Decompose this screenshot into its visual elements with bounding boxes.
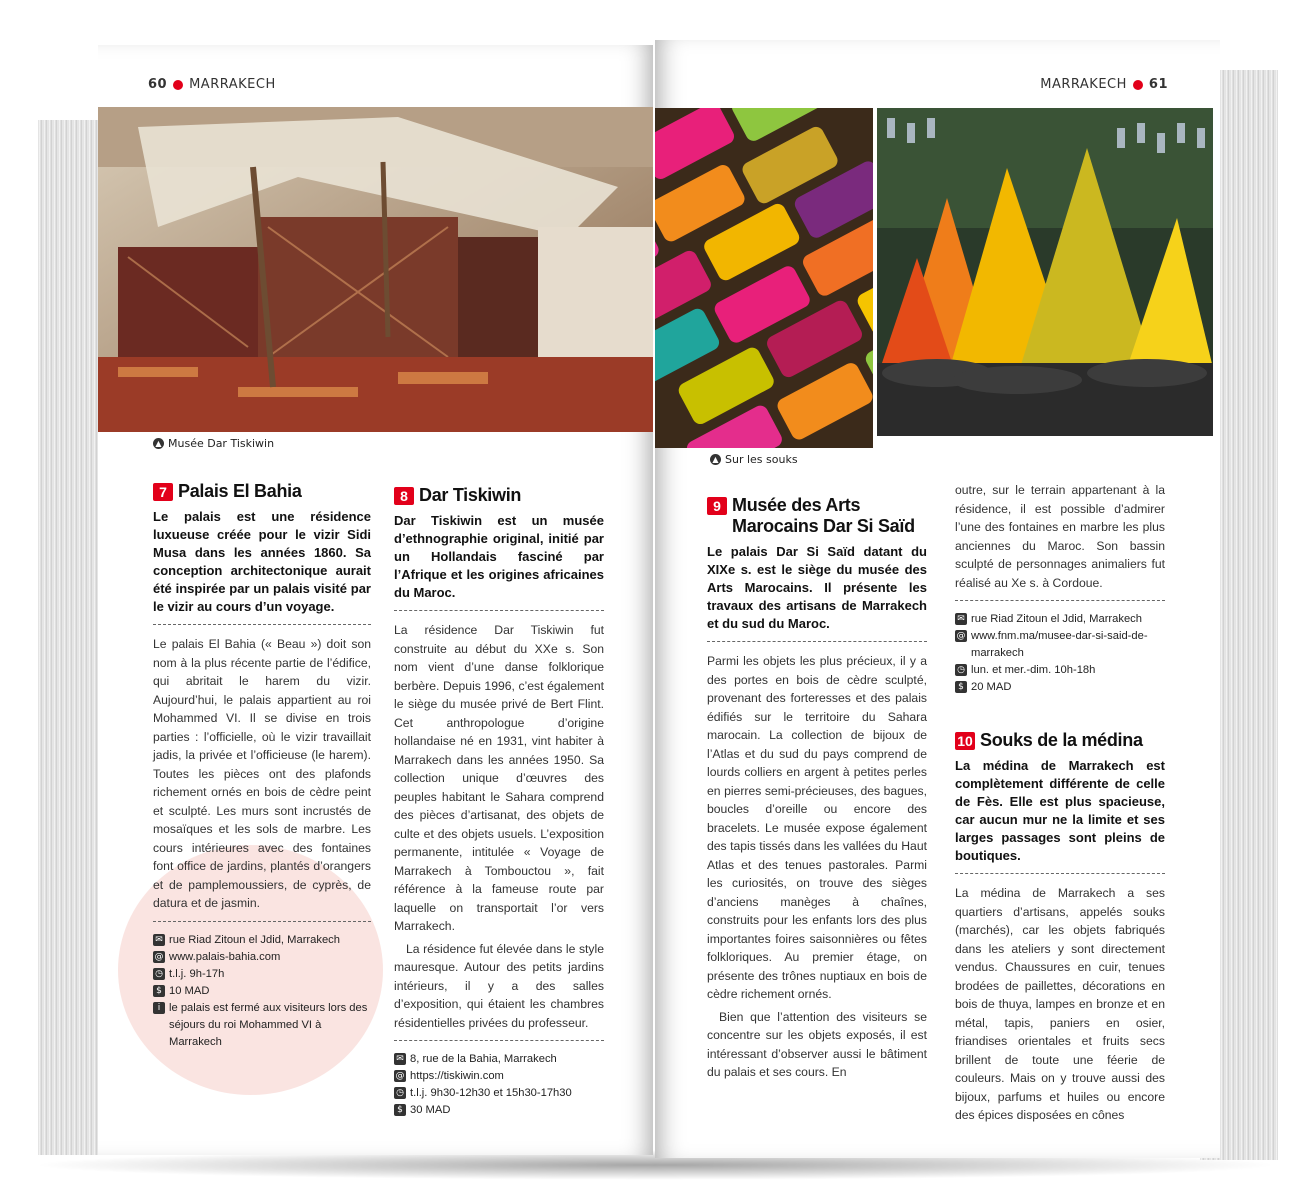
entry-title: Dar Tiskiwin bbox=[419, 485, 522, 505]
info-hours: ◷ lun. et mer.-dim. 10h-18h bbox=[955, 662, 1165, 679]
dashed-divider bbox=[955, 873, 1165, 874]
entry-body-continuation: outre, sur le terrain appartenant à la résidence, il est possible d’admirer l’une des fontaines en marbre les plus anciennes du Maroc. Son bassin sculpté de personnages animaliers fut réalisé au Xe s. à Cordoue. bbox=[955, 483, 1165, 590]
dashed-divider bbox=[955, 600, 1165, 601]
entry-title: Musée des Arts Marocains Dar Si Saïd bbox=[732, 495, 915, 536]
running-head-left bbox=[148, 77, 276, 92]
page-number: 61 bbox=[1148, 77, 1168, 92]
entry-continuation bbox=[955, 481, 1165, 1129]
mail-icon: ✉ bbox=[394, 1053, 406, 1065]
caption-text: Sur les souks bbox=[725, 453, 798, 466]
info-address: ✉ 8, rue de la Bahia, Marrakech bbox=[394, 1051, 604, 1068]
entry-lead: Dar Tiskiwin est un musée d’ethnographie original, initié par un Hollandais fasciné par l’Afrique et les origines africaines du Maroc. bbox=[394, 513, 604, 600]
ticket-icon: $ bbox=[955, 681, 967, 693]
red-dot-icon bbox=[173, 80, 183, 90]
info-address: ✉ rue Riad Zitoun el Jdid, Marrakech bbox=[153, 932, 371, 949]
photo-spices bbox=[877, 108, 1213, 436]
info-icon: i bbox=[153, 1002, 165, 1014]
left-page bbox=[98, 45, 653, 1155]
page-number: 60 bbox=[148, 77, 168, 92]
entry-dar-tiskiwin bbox=[394, 485, 604, 1119]
running-title: MARRAKECH bbox=[1040, 77, 1127, 92]
web-icon: @ bbox=[956, 631, 966, 641]
entry-body: La résidence Dar Tiskiwin fut construite au début du XXe s. Son nom vient d’une danse folklorique berbère. Depuis 1996, c’est également le siège du musée privé de Bert Flint. Cet anthropologue d’origine hollandaise né en 1931, vint habiter à Marrakech dans les années 1950. Sa collection unique d’œuvres des peuples habitant le Sahara comprend des pièces d’artisanat, des objets de culte et des objets usuels. L’exposition permanente, intitulée « Voyage de Marrakech à Tombouctou », fait référence à la fameuse route par laquelle on transportait l’or vers Marrakech. bbox=[394, 623, 604, 933]
entry-lead: La médina de Marrakech est complètement différente de celle de Fès. Elle est plus spacieuse, car aucun mur ne la limite et ses larges passages sont pleins de boutiques. bbox=[955, 758, 1165, 863]
info-note: i le palais est fermé aux visiteurs lors des séjours du roi Mohammed VI à Marrakech bbox=[153, 1000, 371, 1051]
entry-title: Souks de la médina bbox=[980, 730, 1143, 750]
dashed-divider bbox=[153, 624, 371, 625]
photo-caption-right bbox=[710, 453, 798, 466]
entry-number-badge: 9 bbox=[707, 497, 727, 515]
mail-icon: ✉ bbox=[955, 613, 967, 625]
entry-body: La résidence fut élevée dans le style mauresque. Autour des petits jardins intérieurs, il y a des salles d’exposition, qui étaient les chambres résidentielles privées du professeur. bbox=[394, 941, 604, 1030]
entry-number-badge: 8 bbox=[394, 487, 414, 505]
arrow-up-icon: ▲ bbox=[710, 454, 721, 465]
entry-body: La médina de Marrakech a ses quartiers d’artisans, appelés souks (marchés), car les objets fabriqués dans les ateliers y sont directement vendus. Chaussures en cuir, tenues brodées de paillettes, décorations en bois de thuya, lampes en bronze et en métal, tapis, paniers en osier, friandises orientales et fruits secs brillent de toute une féerie de couleurs. Mais on y trouve aussi des bijoux, parfums et huiles ou encore des épices disposées en cônes bbox=[955, 886, 1165, 1122]
clock-icon: ◷ bbox=[955, 664, 967, 676]
clock-icon: ◷ bbox=[394, 1087, 406, 1099]
dashed-divider bbox=[394, 610, 604, 611]
entry-musee-arts-marocains bbox=[707, 495, 927, 1086]
info-hours: ◷ t.l.j. 9h30-12h30 et 15h30-17h30 bbox=[394, 1085, 604, 1102]
ticket-icon: $ bbox=[394, 1104, 406, 1116]
red-dot-icon bbox=[1133, 80, 1143, 90]
entry-souks-medina bbox=[955, 730, 1165, 1125]
info-price: $ 10 MAD bbox=[153, 983, 371, 1000]
running-title: MARRAKECH bbox=[189, 77, 276, 92]
entry-lead: Le palais Dar Si Saïd datant du XIXe s. est le siège du musée des Arts Marocains. Il présente les travaux des artisans de Marrakech et du sud du Maroc. bbox=[707, 544, 927, 631]
dashed-divider bbox=[394, 1040, 604, 1041]
right-page bbox=[655, 40, 1220, 1158]
web-icon: @ bbox=[395, 1071, 405, 1081]
entry-body: Le palais El Bahia (« Beau ») doit son nom à la plus récente partie de l’édifice, qui abritait le harem du vizir. Aujourd’hui, le palais appartient au roi Mohammed VI. Il se divise en trois parties : l’officielle, où le vizir travaillait jadis, la privée et l’officieuse (le harem). Toutes les pièces ont des plafonds richement ornés en bois de cèdre peint et sculpté. Les murs sont incrustés de mosaïques et les sols de marbre. Les cours intérieures avec des fontaines font office de jardins, plantés d’orangers et de pamplemoussiers, de cyprès, de datura et de jasmin. bbox=[153, 637, 371, 910]
entry-palais-el-bahia bbox=[153, 481, 371, 1051]
dashed-divider bbox=[153, 921, 371, 922]
arrow-up-icon: ▲ bbox=[153, 438, 164, 449]
clock-icon: ◷ bbox=[153, 968, 165, 980]
entry-number-badge: 10 bbox=[955, 732, 975, 750]
info-hours: ◷ t.l.j. 9h-17h bbox=[153, 966, 371, 983]
mail-icon: ✉ bbox=[153, 934, 165, 946]
dashed-divider bbox=[707, 641, 927, 642]
ticket-icon: $ bbox=[153, 985, 165, 997]
photo-caption-left bbox=[153, 437, 274, 450]
info-website: @ www.fnm.ma/musee-dar-si-said-de-marrakech bbox=[956, 630, 1148, 659]
web-icon: @ bbox=[154, 951, 164, 962]
info-price: $ 30 MAD bbox=[394, 1102, 604, 1119]
photo-dar-tiskiwin bbox=[98, 107, 653, 432]
entry-body: Bien que l’attention des visiteurs se concentre sur les objets exposés, il est intéressant d’observer aussi le bâtiment du palais et ses cours. En bbox=[707, 1009, 927, 1079]
caption-text: Musée Dar Tiskiwin bbox=[168, 437, 275, 450]
info-website: @ www.palais-bahia.com bbox=[154, 950, 281, 963]
entry-number-badge: 7 bbox=[153, 483, 173, 501]
entry-title: Palais El Bahia bbox=[178, 481, 302, 501]
entry-body: Parmi les objets les plus précieux, il y a des portes en bois de cèdre sculpté, provenant des forteresses et des palais édifiés sur le territoire du Sahara marocain. La collection de bijoux de l’Atlas et du sud du pays comprend de lourds colliers en argent à petites perles en pierres semi-précieuses, des bagues, boucles d’oreille ou encore des bracelets. Le musée expose également des tapis tissés dans les vallées du Haut Atlas et des tenues pastorales. Parmi les curiosités, on trouve des sièges d’anciens manèges à chaînes, construits pour les enfants lors des plus importantes foires saisonnières ou fêtes folkloriques. Au premier étage, on présente des trônes nuptiaux en bois de cèdre richement ornés. bbox=[707, 654, 927, 1001]
info-price: $ 20 MAD bbox=[955, 679, 1165, 696]
info-website: @ https://tiskiwin.com bbox=[395, 1070, 504, 1082]
info-address: ✉ rue Riad Zitoun el Jdid, Marrakech bbox=[955, 611, 1165, 628]
photo-slippers bbox=[655, 108, 873, 448]
running-head-right bbox=[1040, 77, 1168, 92]
entry-lead: Le palais est une résidence luxueuse créée pour le vizir Sidi Musa dans les années 1860. Sa conception architectonique aurait été inspirée par un palais visité par le vizir au cours d’un voyage. bbox=[153, 509, 371, 614]
